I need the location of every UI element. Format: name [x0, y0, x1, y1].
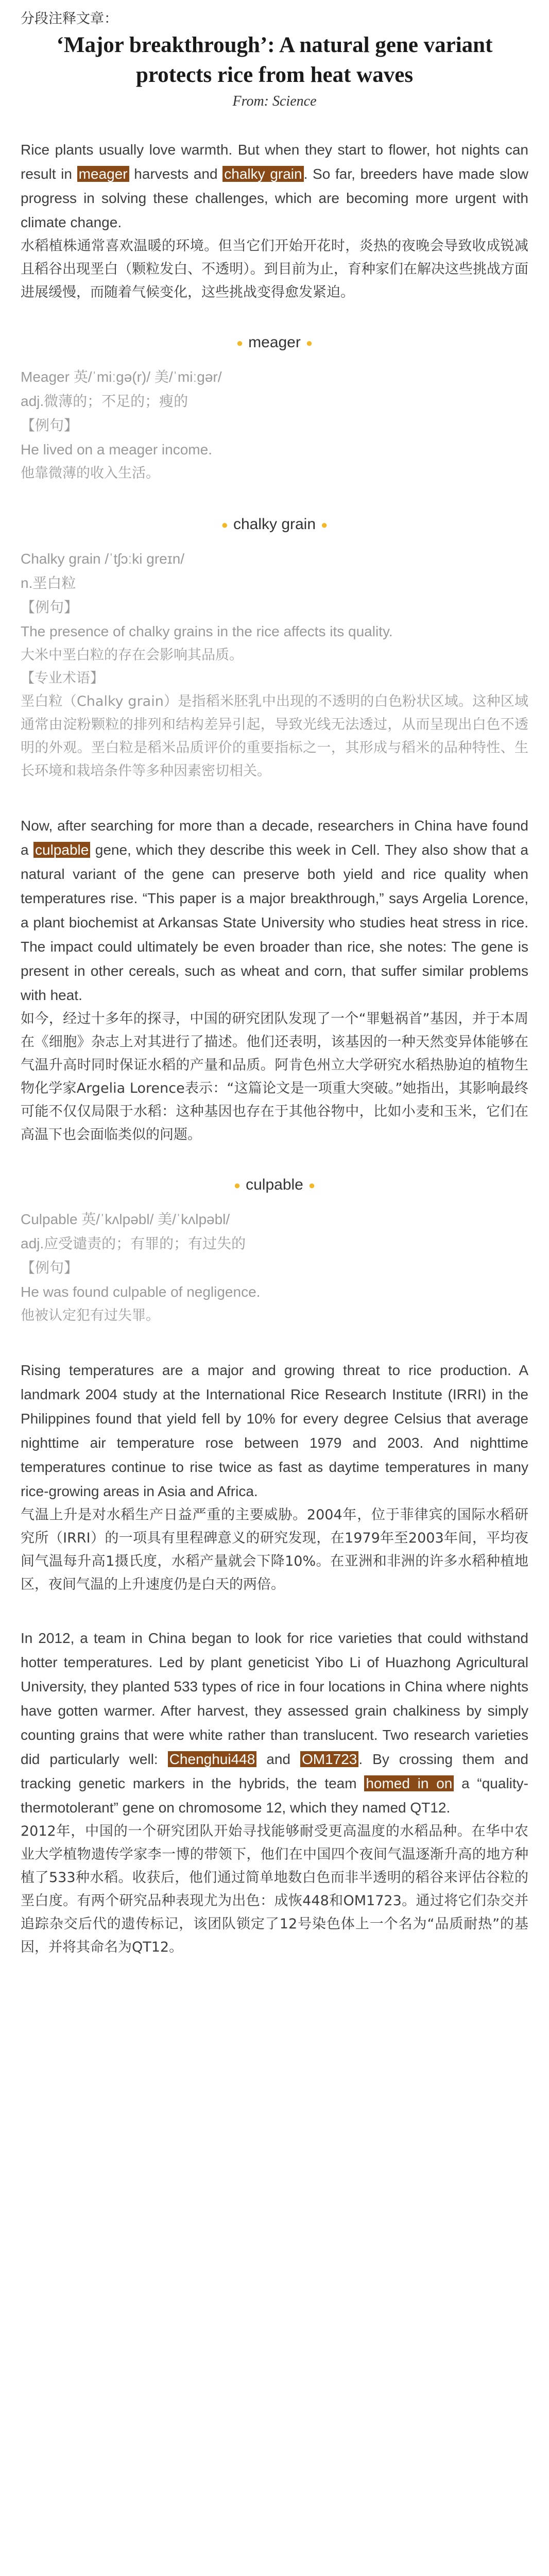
vocab-pronunciation: Culpable 英/ˈkʌlpəbl/ 美/ˈkʌlpəbl/ [21, 1211, 230, 1227]
vocab-part-of-speech: n.垩白粒 [21, 575, 76, 591]
highlight-meager[interactable]: meager [77, 166, 129, 182]
vocab-heading: ● meager ● [236, 334, 313, 351]
vocab-part-of-speech: adj.微薄的；不足的；瘦的 [21, 393, 188, 409]
highlight-culpable[interactable]: culpable [33, 842, 90, 858]
highlight-chalky-grain[interactable]: chalky grain [222, 166, 303, 182]
paragraph-1-chinese: 水稻植株通常喜欢温暖的环境。但当它们开始开花时，炎热的夜晚会导致收成锐减且稻谷出现垩白（颗粒发白、不透明）。到目前为止，育种家们在解决这些挑战方面进展缓慢，而随着气候变化，这些挑战变得愈发紧迫。 [21, 238, 528, 300]
article-source: From: Science [232, 93, 317, 109]
dot-icon: ● [233, 1179, 241, 1192]
paragraph-1 [21, 138, 528, 304]
dot-icon: ● [308, 1179, 316, 1192]
vocab-heading: ● culpable ● [233, 1176, 316, 1193]
vocab-culpable [21, 1176, 528, 1327]
vocab-part-of-speech: adj.应受谴责的；有罪的；有过失的 [21, 1235, 246, 1251]
vocab-pronunciation: Chalky grain /ˈtʃɔːki ɡreɪn/ [21, 551, 185, 567]
vocab-chalky-grain [21, 516, 528, 783]
paragraph-2 [21, 814, 528, 1146]
paragraph-4-chinese: 2012年，中国的一个研究团队开始寻找能够耐受更高温度的水稻品种。在华中农业大学植物遗传学家李一博的带领下，他们在中国四个夜间气温逐渐升高的地方种植了533种水稻。收获后，他们通过简单地数白色而非半透明的稻谷来评估谷粒的垩白度。有两个研究品种表现尤为出色：成恢448和OM1723。通过将它们杂交并追踪杂交后代的遗传标记，该团队锁定了12号染色体上一个名为“品质耐热”的基因，并将其命名为QT12。 [21, 1823, 528, 1955]
vocab-heading: ● chalky grain ● [221, 516, 328, 533]
paragraph-4-english: In 2012, a team in China began to look for rice varieties that could withstand hotter temperatures. Led by plant geneticist Yibo Li of Huazhong Agricultural University, they planted 533 types of rice in four locations in China where nights have gotten warmer. After harvest, they assessed grain chalkiness by simply counting grains that were white rather than translucent. Two research varieties did particularly well: Chenghui448 and OM1723 . By crossing them and tracking genetic markers in the hybrids, the team homed in on a “quality-thermotolerant” gene on chromosome 12, which they named QT12. [21, 1630, 529, 1816]
term-label: 【专业术语】 [21, 670, 104, 686]
dot-icon: ● [305, 336, 313, 350]
highlight-homed-in-on[interactable]: homed in on [364, 1775, 454, 1791]
example-english: The presence of chalky grains in the rice affects its quality. [21, 623, 393, 639]
example-chinese: 大米中垩白粒的存在会影响其品质。 [21, 647, 243, 663]
dot-icon: ● [236, 336, 244, 350]
paragraph-2-chinese: 如今，经过十多年的探寻，中国的研究团队发现了一个“罪魁祸首”基因，并于本周在《细胞》杂志上对其进行了描述。他们还表明，该基因的一种天然变异体能够在气温升高时同时保证水稻的产量和品质。阿肯色州立大学研究水稻热胁迫的植物生物化学家Argelia Lorence表示：“这篇论文是一项重大突破。”她指出，其影响最终可能不仅仅局限于水稻：这种基因也存在于其他谷物中，比如小麦和玉米，它们在高温下也会面临类似的问题。 [21, 1011, 528, 1143]
vocab-pronunciation: Meager 英/ˈmiːɡə(r)/ 美/ˈmiːɡər/ [21, 369, 222, 385]
paragraph-2-english: Now, after searching for more than a decade, researchers in China have found a culpable gene, which they describe this week in Cell. They also show that a natural variant of the gene can preserve both yield and rice quality when temperatures rise. “This paper is a major breakthrough,” says Argelia Lorence, a plant biochemist at Arkansas State University who studies heat stress in rice. The impact could ultimately be even broader than rice, she notes: The gene is present in other cereals, such as wheat and corn, that suffer similar problems with heat. [21, 818, 528, 1003]
dot-icon: ● [321, 518, 328, 532]
article-title: ‘Major breakthrough’: A natural gene variant protects rice from heat waves [56, 33, 493, 87]
example-english: He was found culpable of negligence. [21, 1284, 261, 1300]
dot-icon: ● [221, 518, 228, 532]
paragraph-3-english: Rising temperatures are a major and growing threat to rice production. A landmark 2004 study at the International Rice Research Institute (IRRI) in the Philippines found that yield fell by 10% for every degree Celsius that average nighttime air temperature rose between 1979 and 2003. And nighttime temperatures continue to rise twice as fast as daytime temperatures in many rice-growing areas in Asia and Africa. [21, 1362, 528, 1499]
highlight-chenghui448[interactable]: Chenghui448 [168, 1751, 257, 1767]
example-label: 【例句】 [21, 417, 79, 433]
example-chinese: 他被认定犯有过失罪。 [21, 1308, 160, 1324]
paragraph-4 [21, 1626, 528, 1959]
example-label: 【例句】 [21, 599, 79, 615]
vocab-meager [21, 334, 528, 485]
intro-label: 分段注释文章： [21, 11, 118, 26]
example-english: He lived on a meager income. [21, 442, 212, 457]
term-explanation: 垩白粒（Chalky grain）是指稻米胚乳中出现的不透明的白色粉状区域。这种区域通常由淀粉颗粒的排列和结构差异引起，导致光线无法透过，从而呈现出白色不透明的外观。垩白粒是稻米品质评价的重要指标之一，其形成与稻米的品种特性、生长环境和栽培条件等多种因素密切相关。 [21, 693, 528, 779]
paragraph-3-chinese: 气温上升是对水稻生产日益严重的主要威胁。2004年，位于菲律宾的国际水稻研究所（IRRI）的一项具有里程碑意义的研究发现，在1979年至2003年间，平均夜间气温每升高1摄氏度，水稻产量就会下降10%。在亚洲和非洲的许多水稻种植地区，夜间气温的上升速度仍是白天的两倍。 [21, 1507, 528, 1592]
example-label: 【例句】 [21, 1260, 79, 1276]
example-chinese: 他靠微薄的收入生活。 [21, 465, 160, 481]
highlight-om1723[interactable]: OM1723 [300, 1751, 358, 1767]
paragraph-3 [21, 1358, 528, 1596]
paragraph-1-english: Rice plants usually love warmth. But when they start to flower, hot nights can result in meager harvests and chalky grain . So far, breeders have made slow progress in solving these challenges, which are becoming more urgent with climate change. [21, 142, 528, 230]
